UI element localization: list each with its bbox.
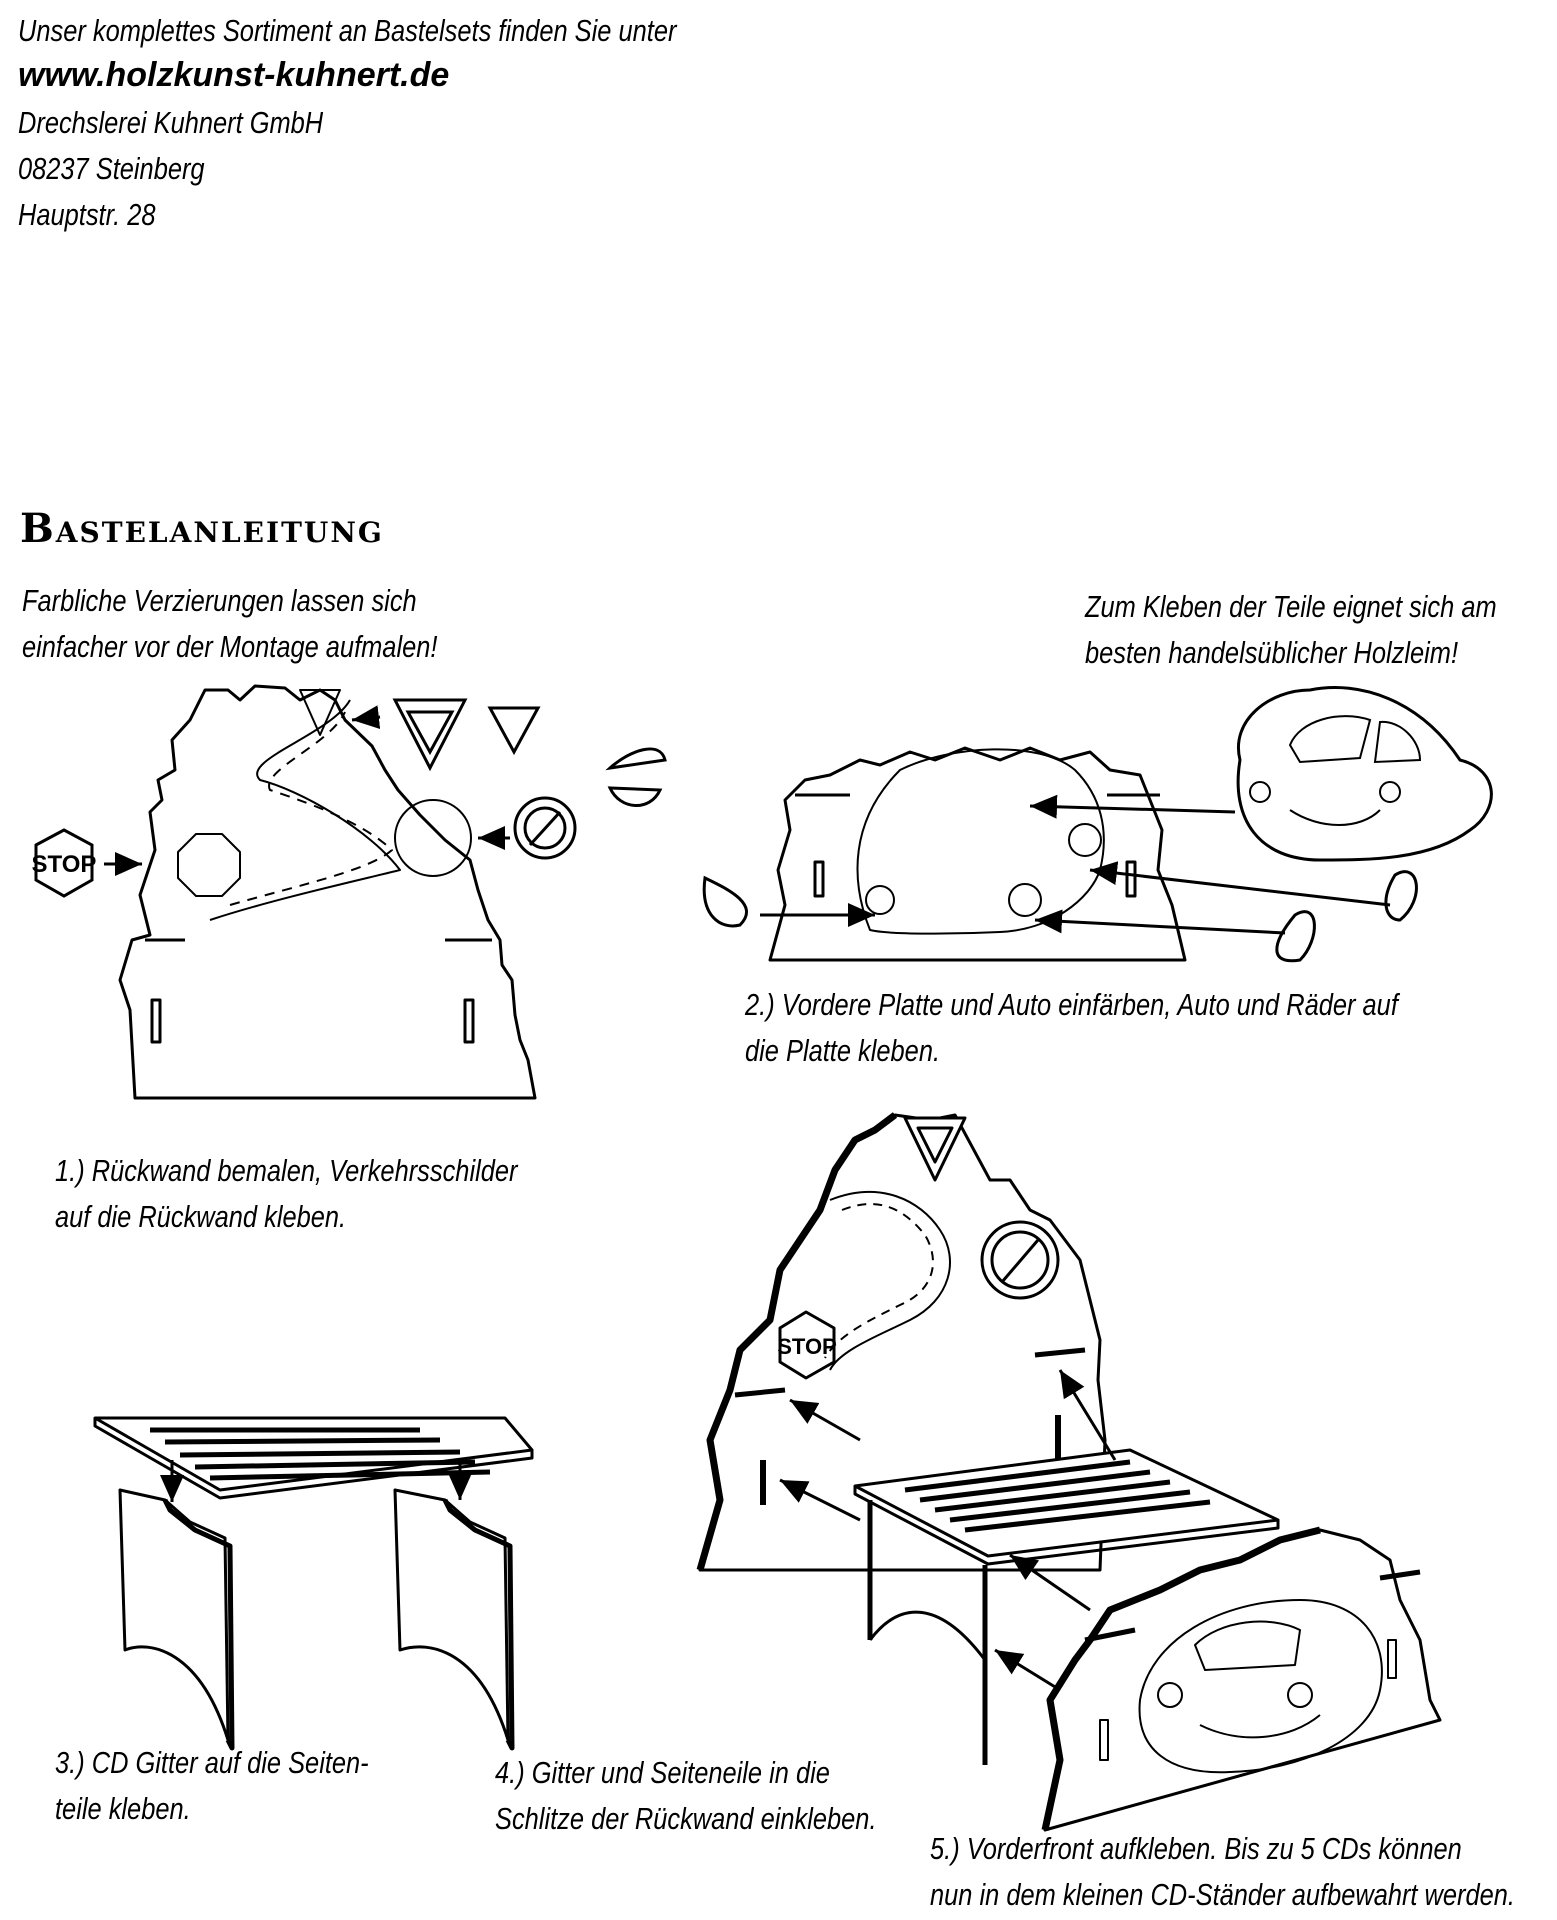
step3-caption <box>55 1740 369 1832</box>
company-city: 08237 Steinberg <box>18 151 205 186</box>
step3-grid-and-sides <box>95 1418 532 1748</box>
step5-line-2: nun in dem kleinen CD-Ständer aufbewahrt werden. <box>930 1877 1516 1912</box>
tip-glue-line-2: besten handelsüblicher Holzleim! <box>1085 635 1459 670</box>
step5-caption <box>930 1826 1515 1918</box>
step1-line-1: 1.) Rückwand bemalen, Verkehrsschilder <box>55 1153 518 1188</box>
step5-line-1: 5.) Vorderfront aufkleben. Bis zu 5 CDs können <box>930 1831 1462 1866</box>
step1-back-wall <box>120 686 535 1098</box>
header-intro: Unser komplettes Sortiment an Bastelsets finden Sie unter <box>18 13 677 48</box>
step1-caption <box>55 1148 517 1240</box>
stop-sign-label: STOP <box>31 851 97 878</box>
assembly-stop-label: STOP <box>777 1334 837 1359</box>
step2-front-plate <box>770 748 1185 960</box>
step2-line-2: die Platte kleben. <box>745 1033 941 1068</box>
website-url[interactable]: www.holzkunst-kuhnert.de <box>18 56 450 94</box>
page-title: Bastelanleitung <box>20 505 384 552</box>
tip-glue-line-1: Zum Kleben der Teile eignet sich am <box>1085 589 1497 624</box>
tip-painting-line-2: einfacher vor der Montage aufmalen! <box>22 629 438 664</box>
step2-line-1: 2.) Vordere Platte und Auto einfärben, Auto und Räder auf <box>745 987 1398 1022</box>
step1-line-2: auf die Rückwand kleben. <box>55 1199 347 1234</box>
company-street: Hauptstr. 28 <box>18 197 156 232</box>
step4-caption <box>495 1750 877 1842</box>
step5-full-assembly <box>700 1115 1440 1830</box>
step3-line-2: teile kleben. <box>55 1791 191 1826</box>
company-name: Drechslerei Kuhnert GmbH <box>18 105 324 140</box>
step2-caption <box>745 982 1398 1074</box>
tip-painting-line-1: Farbliche Verzierungen lassen sich <box>22 583 417 618</box>
step3-line-1: 3.) CD Gitter auf die Seiten- <box>55 1745 369 1780</box>
step4-line-2: Schlitze der Rückwand einkleben. <box>495 1801 877 1836</box>
step4-line-1: 4.) Gitter und Seiteneile in die <box>495 1755 830 1790</box>
